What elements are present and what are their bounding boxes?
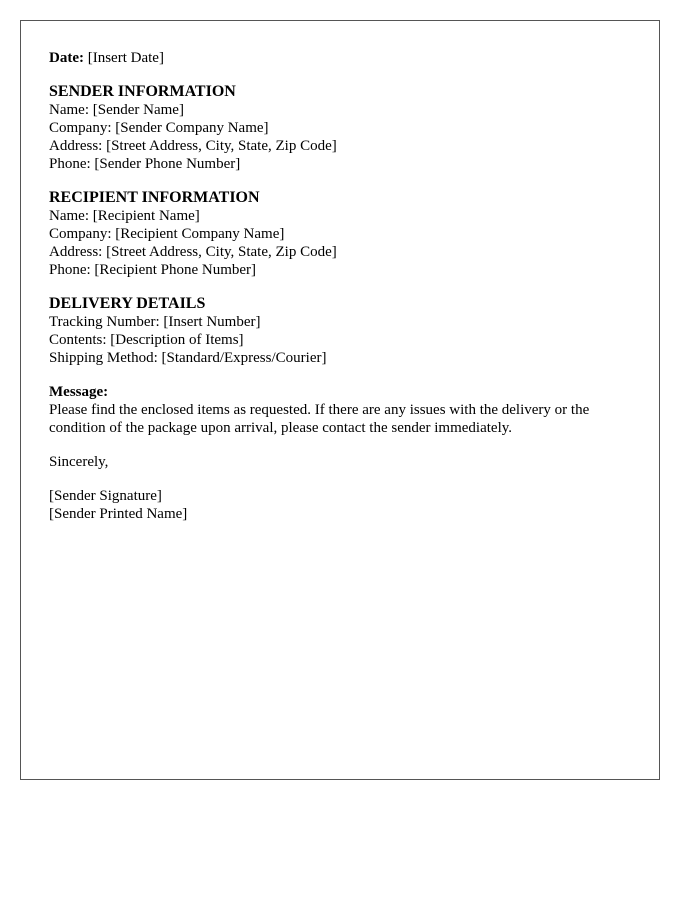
sender-phone: Phone: [Sender Phone Number]: [49, 156, 241, 172]
recipient-company: Company: [Recipient Company Name]: [49, 226, 285, 242]
delivery-section: [49, 295, 633, 367]
shipping-method: Shipping Method: [Standard/Express/Courier]: [49, 350, 327, 366]
date-label: Date:: [49, 50, 84, 66]
signature-block: [49, 487, 633, 523]
sender-address: Address: [Street Address, City, State, Zip Code]: [49, 138, 337, 154]
sender-company: Company: [Sender Company Name]: [49, 120, 269, 136]
recipient-name: Name: [Recipient Name]: [49, 208, 200, 224]
recipient-address: Address: [Street Address, City, State, Zip Code]: [49, 244, 337, 260]
contents: Contents: [Description of Items]: [49, 332, 244, 348]
sender-section: [49, 83, 633, 173]
sender-name: Name: [Sender Name]: [49, 102, 184, 118]
recipient-section: [49, 189, 633, 279]
tracking-number: Tracking Number: [Insert Number]: [49, 314, 261, 330]
sender-signature: [Sender Signature]: [49, 488, 162, 504]
closing-salutation-block: [49, 453, 633, 471]
recipient-heading: RECIPIENT INFORMATION: [49, 189, 260, 206]
date-line: [49, 49, 633, 67]
delivery-heading: DELIVERY DETAILS: [49, 295, 206, 312]
message-label: Message:: [49, 384, 109, 400]
date-value: [Insert Date]: [83, 50, 164, 66]
letter-page: [20, 20, 660, 780]
sender-printed-name: [Sender Printed Name]: [49, 506, 188, 522]
closing-salutation: Sincerely,: [49, 454, 109, 470]
recipient-phone: Phone: [Recipient Phone Number]: [49, 262, 257, 278]
message-body: Please find the enclosed items as requested. If there are any issues with the delivery or the condition of the package upon arrival, please contact the sender immediately.: [49, 402, 590, 436]
letter-content: [49, 49, 633, 523]
message-section: [49, 383, 633, 437]
sender-heading: SENDER INFORMATION: [49, 83, 236, 100]
